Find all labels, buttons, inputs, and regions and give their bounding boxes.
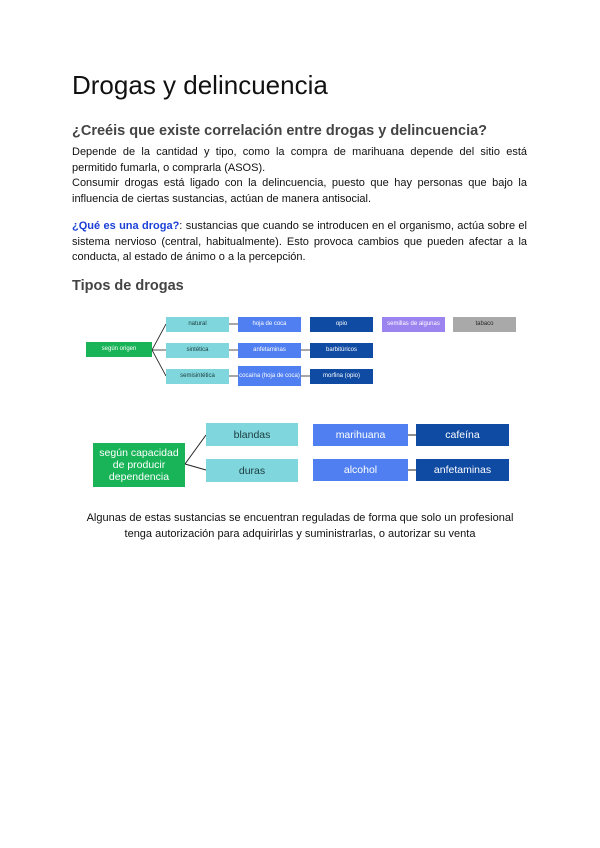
node-semillas: semillas de algunas: [382, 317, 445, 332]
connector-origen-semisintetica: [152, 350, 166, 376]
node-anfetaminas-duras: anfetaminas: [416, 459, 509, 481]
node-sintetica: sintética: [166, 343, 229, 358]
node-segun-dependencia: según capacidad de producir dependencia: [93, 443, 185, 487]
node-barbituricos: barbitúricos: [310, 343, 373, 358]
node-segun-origen: según origen: [86, 342, 152, 357]
section-question: ¿Creéis que existe correlación entre drogas y delincuencia?: [72, 123, 488, 139]
node-cafeina: cafeína: [416, 424, 509, 446]
definition-term: ¿Qué es una droga?: [72, 220, 180, 232]
node-opio: opio: [310, 317, 373, 332]
node-natural: natural: [166, 317, 229, 332]
regulation-note: Algunas de estas sustancias se encuentran reguladas de forma que solo un profesional tenga autorización para adquirirlas y suministrarlas, o autorizar su venta: [86, 512, 514, 540]
node-duras: duras: [206, 459, 298, 482]
node-semisintetica: semisintética: [166, 369, 229, 384]
node-anfetaminas-sinteticas: anfetaminas: [238, 343, 301, 358]
definition-text: : sustancias que cuando se introducen en el organismo, actúa sobre el sistema nervioso (central, habitualmente). Esto provoca cambios que pueden afectar a la conducta, al estado de ánimo o a la percepción.: [72, 220, 527, 263]
node-alcohol: alcohol: [313, 459, 408, 481]
section-subtitle: Tipos de drogas: [72, 278, 184, 294]
node-marihuana: marihuana: [313, 424, 408, 446]
paragraph-delincuencia: Consumir drogas está ligado con la delincuencia, puesto que hay personas que bajo la influencia de ciertas sustancias, actúan de manera antisocial.: [72, 177, 527, 205]
connector-origen-natural: [152, 324, 166, 350]
paragraph-cantidad: Depende de la cantidad y tipo, como la compra de marihuana depende del sitio está permitido fumarla, o comprarla (ASOS).: [72, 146, 527, 174]
node-morfina: morfina (opio): [310, 369, 373, 384]
node-hoja-de-coca: hoja de coca: [238, 317, 301, 332]
connector-dependencia-blandas: [185, 435, 206, 464]
node-cocaina: cocaína (hoja de coca): [238, 366, 301, 386]
page-title: Drogas y delincuencia: [72, 70, 328, 100]
connector-dependencia-duras: [185, 464, 206, 470]
node-tabaco: tabaco: [453, 317, 516, 332]
node-blandas: blandas: [206, 423, 298, 446]
